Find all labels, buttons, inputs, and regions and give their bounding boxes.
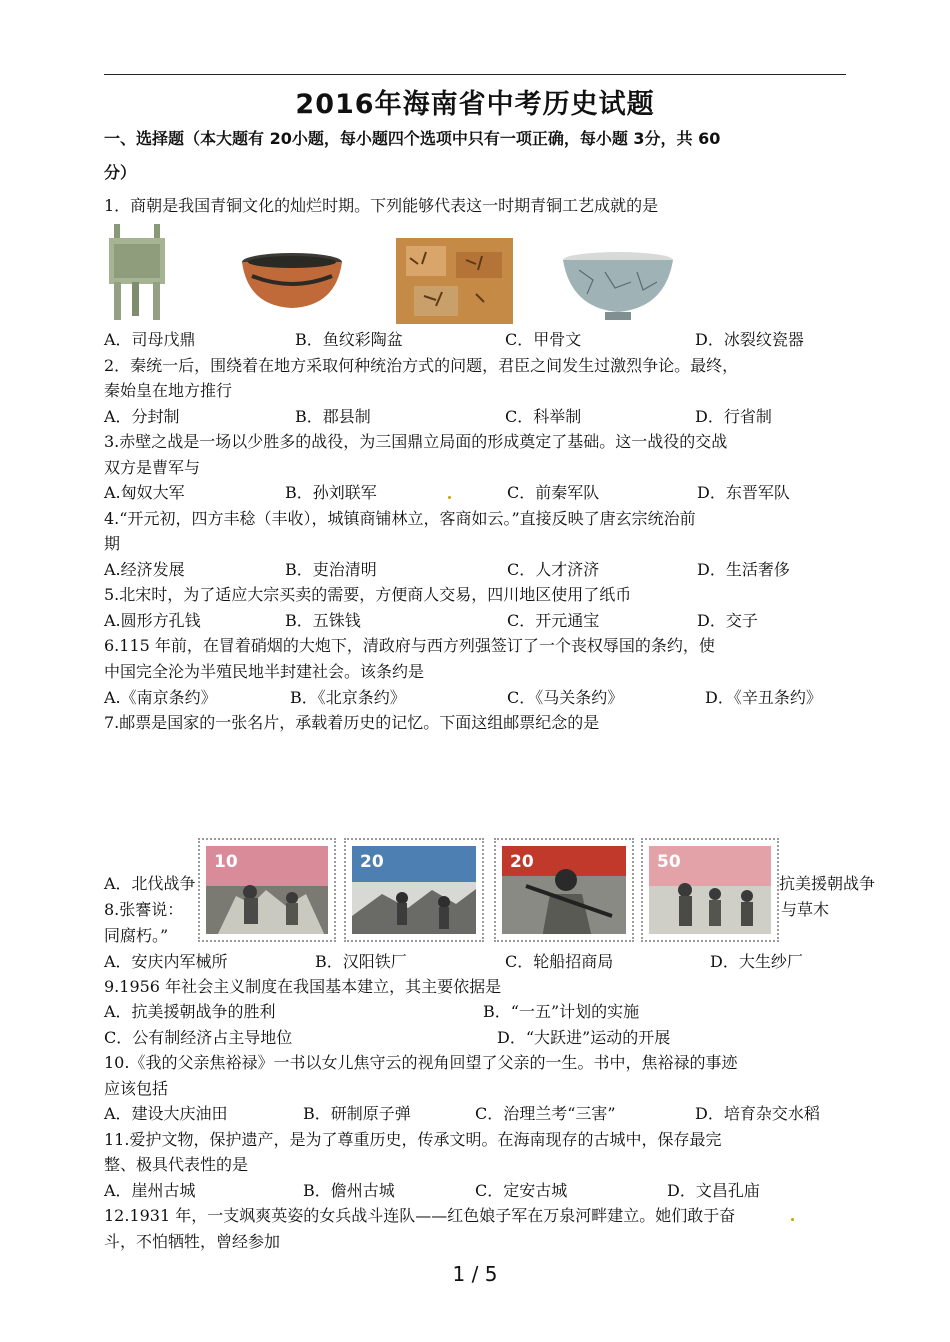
- question-12: 12.1931 年，一支飒爽英姿的女兵战斗连队——红色娘子军在万泉河畔建立。她们敢于奋: [104, 1206, 736, 1225]
- crackle-porcelain-image: [561, 250, 675, 322]
- question-10: 10.《我的父亲焦裕禄》一书以女儿焦守云的视角回望了父亲的一生。书中，焦裕禄的事迹: [104, 1053, 738, 1072]
- q7-option-a: A．北伐战争: [104, 874, 196, 893]
- oracle-bone-image: [396, 238, 513, 324]
- q11-option-a: A．崖州古城: [104, 1181, 196, 1200]
- stamp-3: [494, 838, 634, 942]
- q3-option-a: A.匈奴大军: [104, 483, 185, 502]
- q1-option-c: C．甲骨文: [505, 330, 582, 349]
- q11-option-c: C．定安古城: [475, 1181, 568, 1200]
- q9-option-c: C．公有制经济占主导地位: [104, 1028, 293, 1047]
- q11-option-d: D．文昌孔庙: [667, 1181, 760, 1200]
- question-3: 3.赤壁之战是一场以少胜多的战役，为三国鼎立局面的形成奠定了基础。这一战役的交战: [104, 432, 728, 451]
- q4-option-c: C．人才济济: [507, 560, 600, 579]
- top-rule: [104, 74, 846, 75]
- stamp-1: [198, 838, 336, 942]
- q5-option-c: C．开元通宝: [507, 611, 600, 630]
- stray-dot: [448, 496, 451, 499]
- question-8: 8.张謇说：: [104, 900, 184, 919]
- q10-option-b: B．研制原子弹: [303, 1104, 411, 1123]
- stamp-4: [641, 838, 779, 942]
- question-2-cont: 秦始皇在地方推行: [104, 381, 233, 400]
- question-5: 5.北宋时，为了适应大宗买卖的需要，方便商人交易，四川地区使用了纸币: [104, 585, 632, 604]
- q9-option-a: A．抗美援朝战争的胜利: [104, 1002, 276, 1021]
- pottery-basin-image: [240, 250, 344, 312]
- bronze-ding-image: [106, 222, 168, 322]
- q8-option-b: B．汉阳铁厂: [315, 952, 407, 971]
- question-9: 9.1956 年社会主义制度在我国基本建立，其主要依据是: [104, 977, 502, 996]
- question-11: 11.爱护文物，保护遗产，是为了尊重历史，传承文明。在海南现存的古城中，保存最完: [104, 1130, 722, 1149]
- question-3-cont: 双方是曹军与: [104, 458, 201, 477]
- q4-option-a: A.经济发展: [104, 560, 185, 579]
- q1-option-a: A．司母戊鼎: [104, 330, 196, 349]
- q10-option-a: A．建设大庆油田: [104, 1104, 228, 1123]
- page-number: 1 / 5: [452, 1262, 498, 1286]
- section-heading-cont: 分）: [104, 163, 137, 182]
- q2-option-d: D．行省制: [695, 407, 772, 426]
- question-11-cont: 整、极具代表性的是: [104, 1155, 249, 1174]
- stray-dot: [791, 1218, 794, 1221]
- q4-option-b: B．吏治清明: [285, 560, 377, 579]
- q7-option-d-tail: 抗美援朝战争: [779, 874, 876, 893]
- q2-option-b: B．郡县制: [295, 407, 371, 426]
- page-title: 2016年海南省中考历史试题: [295, 89, 655, 120]
- stamp-1-value: 10: [214, 852, 238, 872]
- q4-option-d: D．生活奢侈: [697, 560, 790, 579]
- q5-option-d: D．交子: [697, 611, 758, 630]
- q9-option-b: B．“一五”计划的实施: [483, 1002, 640, 1021]
- question-4: 4.“开元初，四方丰稔（丰收），城镇商铺林立，客商如云。”直接反映了唐玄宗统治前: [104, 509, 696, 528]
- q11-option-b: B．儋州古城: [303, 1181, 395, 1200]
- question-6-cont: 中国完全沦为半殖民地半封建社会。该条约是: [104, 662, 425, 681]
- q3-option-b: B．孙刘联军: [285, 483, 377, 502]
- question-7: 7.邮票是国家的一张名片，承载着历史的记忆。下面这组邮票纪念的是: [104, 713, 600, 732]
- q6-option-d: D．《辛丑条约》: [705, 688, 822, 707]
- stamp-2: [344, 838, 484, 942]
- q1-option-b: B．鱼纹彩陶盆: [295, 330, 403, 349]
- question-8-tail: 与草木: [781, 900, 830, 919]
- question-10-cont: 应该包括: [104, 1079, 169, 1098]
- q8-option-a: A．安庆内军械所: [104, 952, 228, 971]
- q8-option-c: C．轮船招商局: [505, 952, 614, 971]
- q6-option-c: C．《马关条约》: [507, 688, 624, 707]
- stamp-3-value: 20: [510, 852, 534, 872]
- q1-option-d: D．冰裂纹瓷器: [695, 330, 804, 349]
- question-1: 1．商朝是我国青铜文化的灿烂时期。下列能够代表这一时期青铜工艺成就的是: [104, 196, 659, 215]
- q9-option-d: D．“大跃进”运动的开展: [497, 1028, 671, 1047]
- q2-option-a: A．分封制: [104, 407, 180, 426]
- q3-option-d: D．东晋军队: [697, 483, 790, 502]
- q8-option-d: D．大生纱厂: [710, 952, 803, 971]
- question-6: 6.115 年前，在冒着硝烟的大炮下，清政府与西方列强签订了一个丧权辱国的条约，使: [104, 636, 715, 655]
- stamp-2-value: 20: [360, 852, 384, 872]
- q10-option-c: C．治理兰考“三害”: [475, 1104, 616, 1123]
- question-4-cont: 期: [104, 534, 121, 553]
- q5-option-b: B．五铢钱: [285, 611, 361, 630]
- stamp-4-value: 50: [657, 852, 681, 872]
- question-12-cont: 斗，不怕牺牲，曾经参加: [104, 1232, 281, 1251]
- q6-option-a: A.《南京条约》: [104, 688, 217, 707]
- q10-option-d: D．培育杂交水稻: [695, 1104, 820, 1123]
- q3-option-c: C．前秦军队: [507, 483, 600, 502]
- section-heading: 一、选择题（本大题有 20小题，每小题四个选项中只有一项正确，每小题 3分，共 60: [104, 129, 721, 148]
- question-2: 2．秦统一后，围绕着在地方采取何种统治方式的问题，君臣之间发生过激烈争论。最终，: [104, 356, 739, 375]
- q2-option-c: C．科举制: [505, 407, 582, 426]
- q6-option-b: B．《北京条约》: [290, 688, 406, 707]
- question-8-cont: 同腐朽。”: [104, 926, 169, 945]
- q5-option-a: A.圆形方孔钱: [104, 611, 201, 630]
